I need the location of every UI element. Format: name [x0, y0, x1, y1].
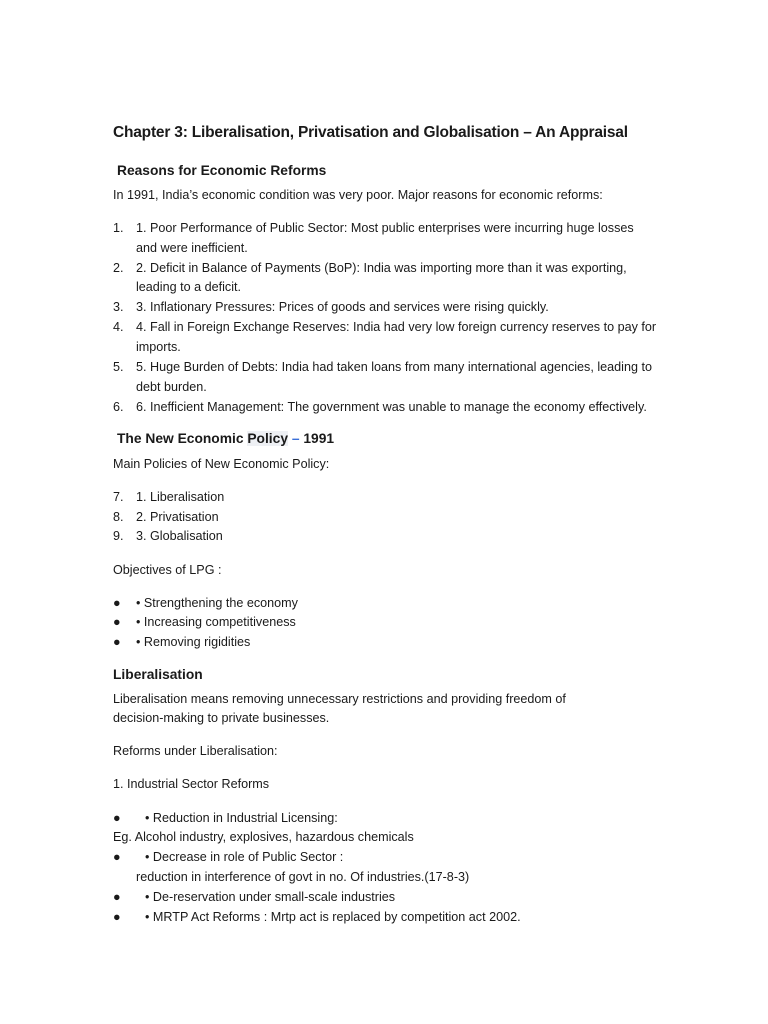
objectives-label: Objectives of LPG :	[113, 563, 222, 577]
nep-intro: Main Policies of New Economic Policy:	[113, 457, 330, 471]
bullet-icon: ●	[113, 910, 121, 924]
bullet-icon: ●	[113, 635, 121, 649]
liberalisation-definition-line2: decision-making to private businesses.	[113, 711, 330, 725]
bullet-icon: ●	[113, 890, 121, 904]
reforms-label: Reforms under Liberalisation:	[113, 744, 278, 758]
chapter-title: Chapter 3: Liberalisation, Privatisation and Globalisation – An Appraisal	[113, 124, 628, 141]
highlighted-word: Policy	[247, 431, 288, 446]
industrial-reforms-label: 1. Industrial Sector Reforms	[113, 777, 270, 791]
liberalisation-definition-line1: Liberalisation means removing unnecessary restrictions and providing freedom of	[113, 692, 566, 706]
bullet-icon: ●	[113, 850, 121, 864]
liberalisation-heading: Liberalisation	[113, 667, 203, 682]
reasons-intro: In 1991, India’s economic condition was very poor. Major reasons for economic reforms:	[113, 188, 603, 202]
bullet-icon: ●	[113, 811, 121, 825]
bullet-icon: ●	[113, 615, 121, 629]
reasons-heading: Reasons for Economic Reforms	[117, 163, 327, 178]
bullet-icon: ●	[113, 596, 121, 610]
list-item-note: reduction in interference of govt in no. Of industries.(17-8-3)	[136, 870, 470, 884]
list-item-note: Eg. Alcohol industry, explosives, hazardous chemicals	[113, 830, 414, 844]
nep-heading: The New Economic Policy – 1991	[117, 431, 335, 446]
